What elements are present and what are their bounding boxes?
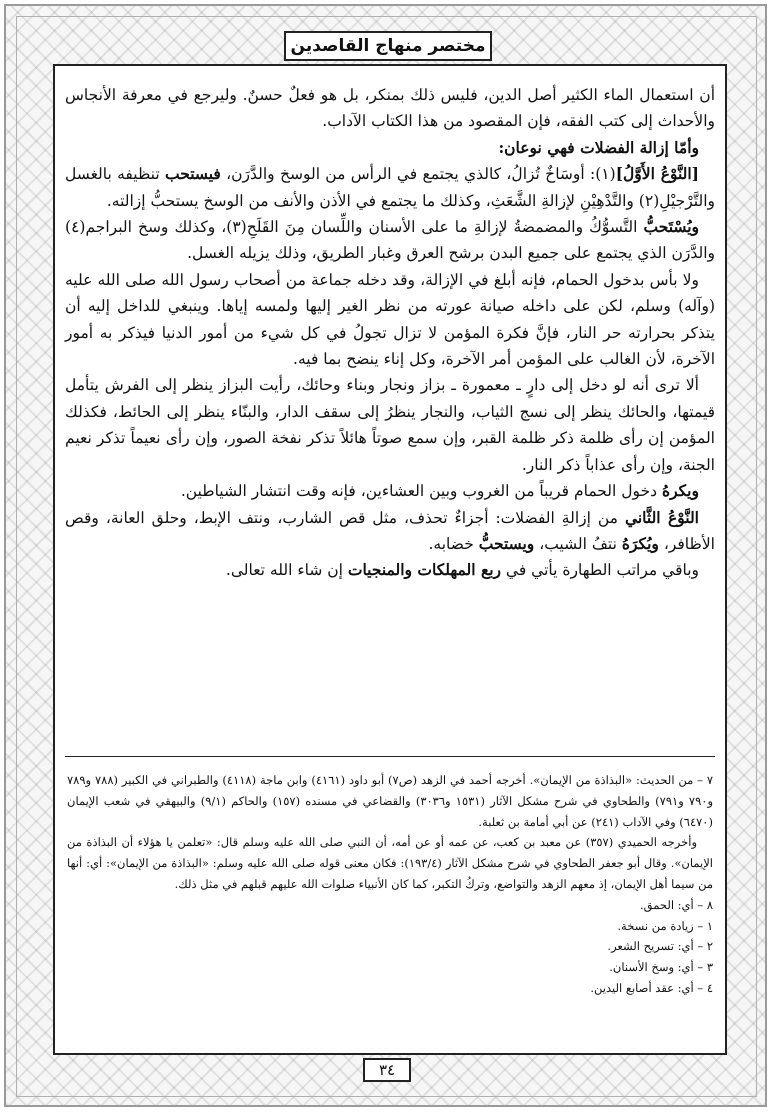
footnote-7-continued: وأخرجه الحميدي (٣٥٧) عن معبد بن كعب، عن عمه أو عن أمه، أن النبي صلى الله عليه وسلم قال: «تعلمن يا هؤلاء أن البذاذة من الإيمان». وقال أبو جعفر الطحاوي في شرح مشكل الآثار (١٩٣/٤): فكان معنى قوله صلى الله عليه وسلم: «البذاذة من الإيمان»: أي: أنها من سيما أهل الإيمان، إذ معهم الزهد والتواضع، وتركُ التكبر، كما كان الأنبياء صلوات الله عليهم قبلهم في مثل ذلك. bbox=[67, 835, 713, 891]
book-title: مختصر منهاج القاصدين bbox=[290, 36, 486, 56]
keyword-quarter: ربع المهلكات والمنجيات bbox=[347, 560, 501, 580]
page-content bbox=[53, 64, 727, 1055]
paragraph-example: ألا ترى أنه لو دخل إلى دارٍ ـ معمورة ـ بزاز ونجار وبناء وحائك، رأيت البزاز ينظر إلى الفرش يتأمل قيمتها، والحائك ينظر إلى نسج الثياب، والنجار ينظرُ إلى سقف الدار، والبنّاء ينظر إلى الحائط، فكذلك المؤمن إن رأى ظلمة ذكر ظلمة القبر، وإن سمع صوتاً هائلاً تذكر نفخة الصور، وإن رأى نعيماً تذكر نعيم الجنة، وإن رأى عذاباً ذكر النار. bbox=[65, 376, 715, 474]
text-segment: نتفُ الشيب، bbox=[534, 534, 622, 553]
footnote-ref-3: (٣) bbox=[226, 218, 247, 237]
footnotes bbox=[67, 770, 713, 999]
footnote-ref-4: (٤) bbox=[65, 218, 86, 237]
footnote-1: ١ – زيادة من نسخة. bbox=[617, 918, 713, 933]
paragraph-closing bbox=[65, 557, 715, 583]
paragraph-siwak bbox=[65, 214, 715, 267]
text-segment: إن شاء الله تعالى. bbox=[225, 561, 348, 580]
footnote-ref-1: (١) bbox=[595, 165, 616, 184]
paragraph-makruh bbox=[65, 478, 715, 504]
text-segment: والتَّدْهِيْنِ لإزالةِ الشَّعَثِ، وكذلك ما يجتمع في الأذن والأنف من الوسخ يستحبُّ إزالته. bbox=[106, 191, 639, 210]
footnote-ref-2: (٢) bbox=[638, 191, 660, 210]
footnote-4: ٤ – أي: عقد أصابع اليدين. bbox=[590, 980, 713, 995]
keyword-yustahab: ويُسْتَحبُّ bbox=[643, 217, 699, 237]
second-type-heading: النَّوْعُ الثَّاني bbox=[624, 507, 699, 527]
keyword-mustahab: فيستحب bbox=[164, 164, 221, 184]
text-segment: والدَّرَن الذي يجتمع على جميع البدن برشح العرق وغبار الطريق، وذلك يزيله الغسل. bbox=[187, 244, 715, 263]
keyword-yukrah-2: ويُكرَهُ bbox=[621, 533, 659, 553]
footnote-8: ٨ – أي: الحمق. bbox=[640, 897, 713, 912]
paragraph-1: أن استعمال الماء الكثير أصل الدين، فليس ذلك بمنكر، بل هو فعلٌ حسنٌ. وليرجع في معرفة الأنجاس والأحداث إلى كتب الفقه، فإن المقصود من هذا الكتاب الآداب. bbox=[65, 86, 715, 131]
text-segment: تنظيفه بالغسل والتَّرْجيْلِ bbox=[65, 165, 715, 210]
text-segment: دخول الحمام قريباً من الغروب وبين العشاءين، فإنه وقت انتشار الشياطين. bbox=[180, 482, 662, 501]
paragraph-hammam: ولا بأس بدخول الحمام، فإنه أبلغ في الإزالة، وقد دخله جماعة من أصحاب رسول الله صلى الله عليه (وآله) وسلم، لكن على داخله صيانة عورته من نظر الغير إليها ولمسه إياها. وينبغي للداخل إليه أن يتذكر بحرارته حر النار، فإنَّ فكرة المؤمن لا تزال تجولُ في كل شيء من أمور الدنيا فيذكر به أمور الآخرة، لأن الغالب على المؤمن أمر الآخرة، وكل إناء ينضح بما فيه. bbox=[65, 270, 715, 369]
page-number-box bbox=[363, 1058, 411, 1082]
text-segment: التَّسوُّكُ والمضمضةُ لإزالةِ ما على الأسنان واللِّسان مِنَ القَلَحِ bbox=[246, 218, 644, 237]
main-text bbox=[65, 82, 715, 584]
text-segment: : أوسَاخٌ تُزالُ، كالذي يجتمع في الرأس من الوسخ والدَّرَن، bbox=[220, 165, 596, 184]
footnote-3: ٣ – أي: وسخ الأسنان. bbox=[609, 960, 713, 975]
page-number: ٣٤ bbox=[378, 1061, 396, 1079]
first-type-heading: [النَّوْعُ الأَوَّلُ] bbox=[615, 164, 699, 184]
keyword-yustahab-2: ويستحبُّ bbox=[478, 533, 535, 553]
footnote-separator bbox=[65, 756, 715, 757]
paragraph-second-type bbox=[65, 505, 715, 558]
footnote-2: ٢ – أي: تسريح الشعر. bbox=[607, 939, 713, 954]
text-segment: من إزالةِ الفضلات: أجزاءٌ تحذف، مثل قص الشارب، ونتف الإبط، وحلق العانة، وقص الأظافر، bbox=[65, 508, 715, 553]
paragraph-first-type bbox=[65, 161, 715, 214]
text-segment: خضابه. bbox=[428, 534, 479, 553]
footnote-7: ٧ – من الحديث: «البذاذة من الإيمان». أخرجه أحمد في الزهد (ص٧) أبو داود (٤١٦١) وابن ماجة (٤١١٨) والطبراني في الكبير (٧٨٨ و٧٨٩ و٧٩٠ و٧٩١) والطحاوي في شرح مشكل الآثار (١٥٣١ و٣٠٣٦) والقضاعي في مسنده (١٥٧) والحاكم (٩/١) والبيهقي في شعب الإيمان (٦٤٧٠) وفي الآداب (٢٤١) عن أبي أمامة بن ثعلبة. bbox=[67, 773, 714, 829]
text-segment: وباقي مراتب الطهارة يأتي في bbox=[501, 561, 699, 580]
keyword-yukrah: ويكرهُ bbox=[661, 481, 699, 501]
text-segment: ، وكذلك وسخ البراجم bbox=[85, 218, 227, 237]
section-heading: وأمّا إزالة الفضلات فهي نوعان: bbox=[498, 137, 699, 157]
header-box bbox=[284, 31, 492, 61]
